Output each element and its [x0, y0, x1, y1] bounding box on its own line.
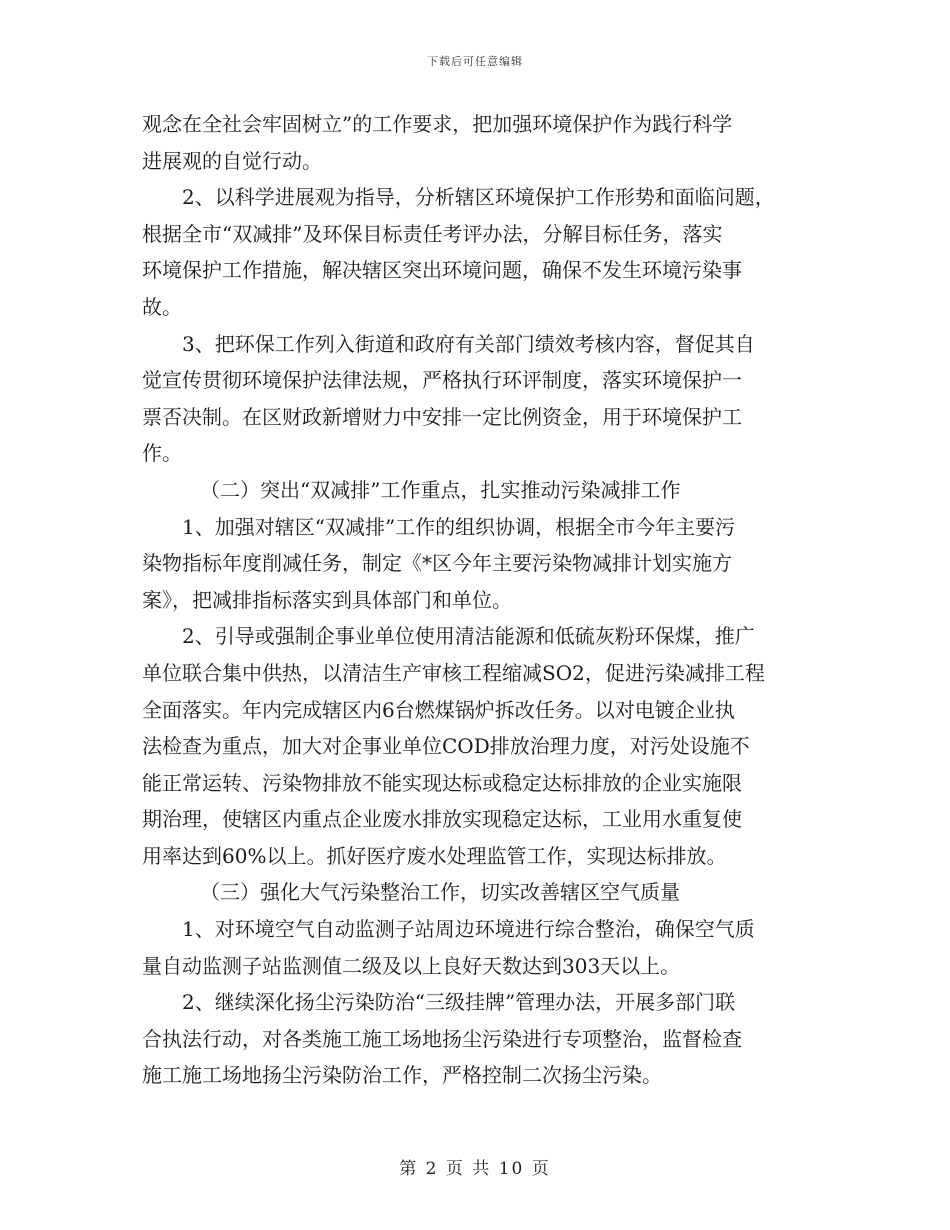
section-heading-line: （三）强化大气污染整治工作，切实改善辖区空气质量: [200, 880, 680, 905]
text-line: 施工施工场地扬尘污染防治工作，严格控制二次扬尘污染。: [142, 1063, 662, 1088]
section-heading-line: （二）突出“双减排”工作重点，扎实推动污染减排工作: [200, 477, 681, 502]
text-line: 能正常运转、污染物排放不能实现达标或稳定达标排放的企业实施限: [142, 770, 742, 795]
text-line: 1、对环境空气自动监测子站周边环境进行综合整治，确保空气质: [182, 917, 755, 942]
text-line: 染物指标年度削减任务，制定《*区今年主要污染物减排计划实施方: [142, 551, 732, 576]
text-line: 票否决制。在区财政新增财力中安排一定比例资金，用于环境保护工: [142, 404, 742, 429]
text-line: 3、把环保工作列入街道和政府有关部门绩效考核内容，督促其自: [182, 331, 755, 356]
text-line: 期治理，使辖区内重点企业废水排放实现稳定达标，工业用水重复使: [142, 807, 742, 832]
text-line: 作。: [142, 441, 182, 466]
page-footer: 第 2 页 共 10 页: [399, 1159, 551, 1179]
document-body: [142, 106, 810, 1094]
text-line: 2、以科学进展观为指导，分析辖区环境保护工作形势和面临问题，: [182, 185, 775, 210]
text-line: 观念在全社会牢固树立”的工作要求，把加强环境保护作为践行科学: [142, 112, 733, 136]
text-line: 觉宣传贯彻环境保护法律法规，严格执行环评制度，落实环境保护一: [142, 368, 742, 393]
text-line: 单位联合集中供热，以清洁生产审核工程缩减SO2，促进污染减排工程: [142, 660, 765, 685]
text-line: 案》，把减排指标落实到具体部门和单位。: [142, 587, 512, 612]
text-line: 用率达到60%以上。抓好医疗废水处理监管工作，实现达标排放。: [142, 843, 727, 868]
text-line: 环境保护工作措施，解决辖区突出环境问题，确保不发生环境污染事: [142, 258, 742, 283]
text-line: 1、加强对辖区“双减排”工作的组织协调，根据全市今年主要污: [182, 514, 736, 539]
page-header: 下载后可任意编辑: [427, 55, 523, 68]
text-line: 根据全市“双减排”及环保目标责任考评办法，分解目标任务，落实: [142, 221, 723, 246]
text-line: 2、引导或强制企事业单位使用清洁能源和低硫灰粉环保煤，推广: [182, 624, 755, 649]
text-line: 进展观的自觉行动。: [142, 148, 322, 173]
text-line: 合执法行动，对各类施工施工场地扬尘污染进行专项整治，监督检查: [142, 1026, 742, 1051]
text-line: 2、继续深化扬尘污染防治“三级挂牌”管理办法，开展多部门联: [182, 990, 736, 1015]
text-line: 量自动监测子站监测值二级及以上良好天数达到303天以上。: [142, 953, 681, 978]
text-line: 法检查为重点，加大对企事业单位COD排放治理力度，对污处设施不: [142, 734, 750, 759]
text-line: 故。: [142, 294, 182, 319]
text-line: 全面落实。年内完成辖区内6台燃煤锅炉拆改任务。以对电镀企业执: [142, 697, 735, 722]
